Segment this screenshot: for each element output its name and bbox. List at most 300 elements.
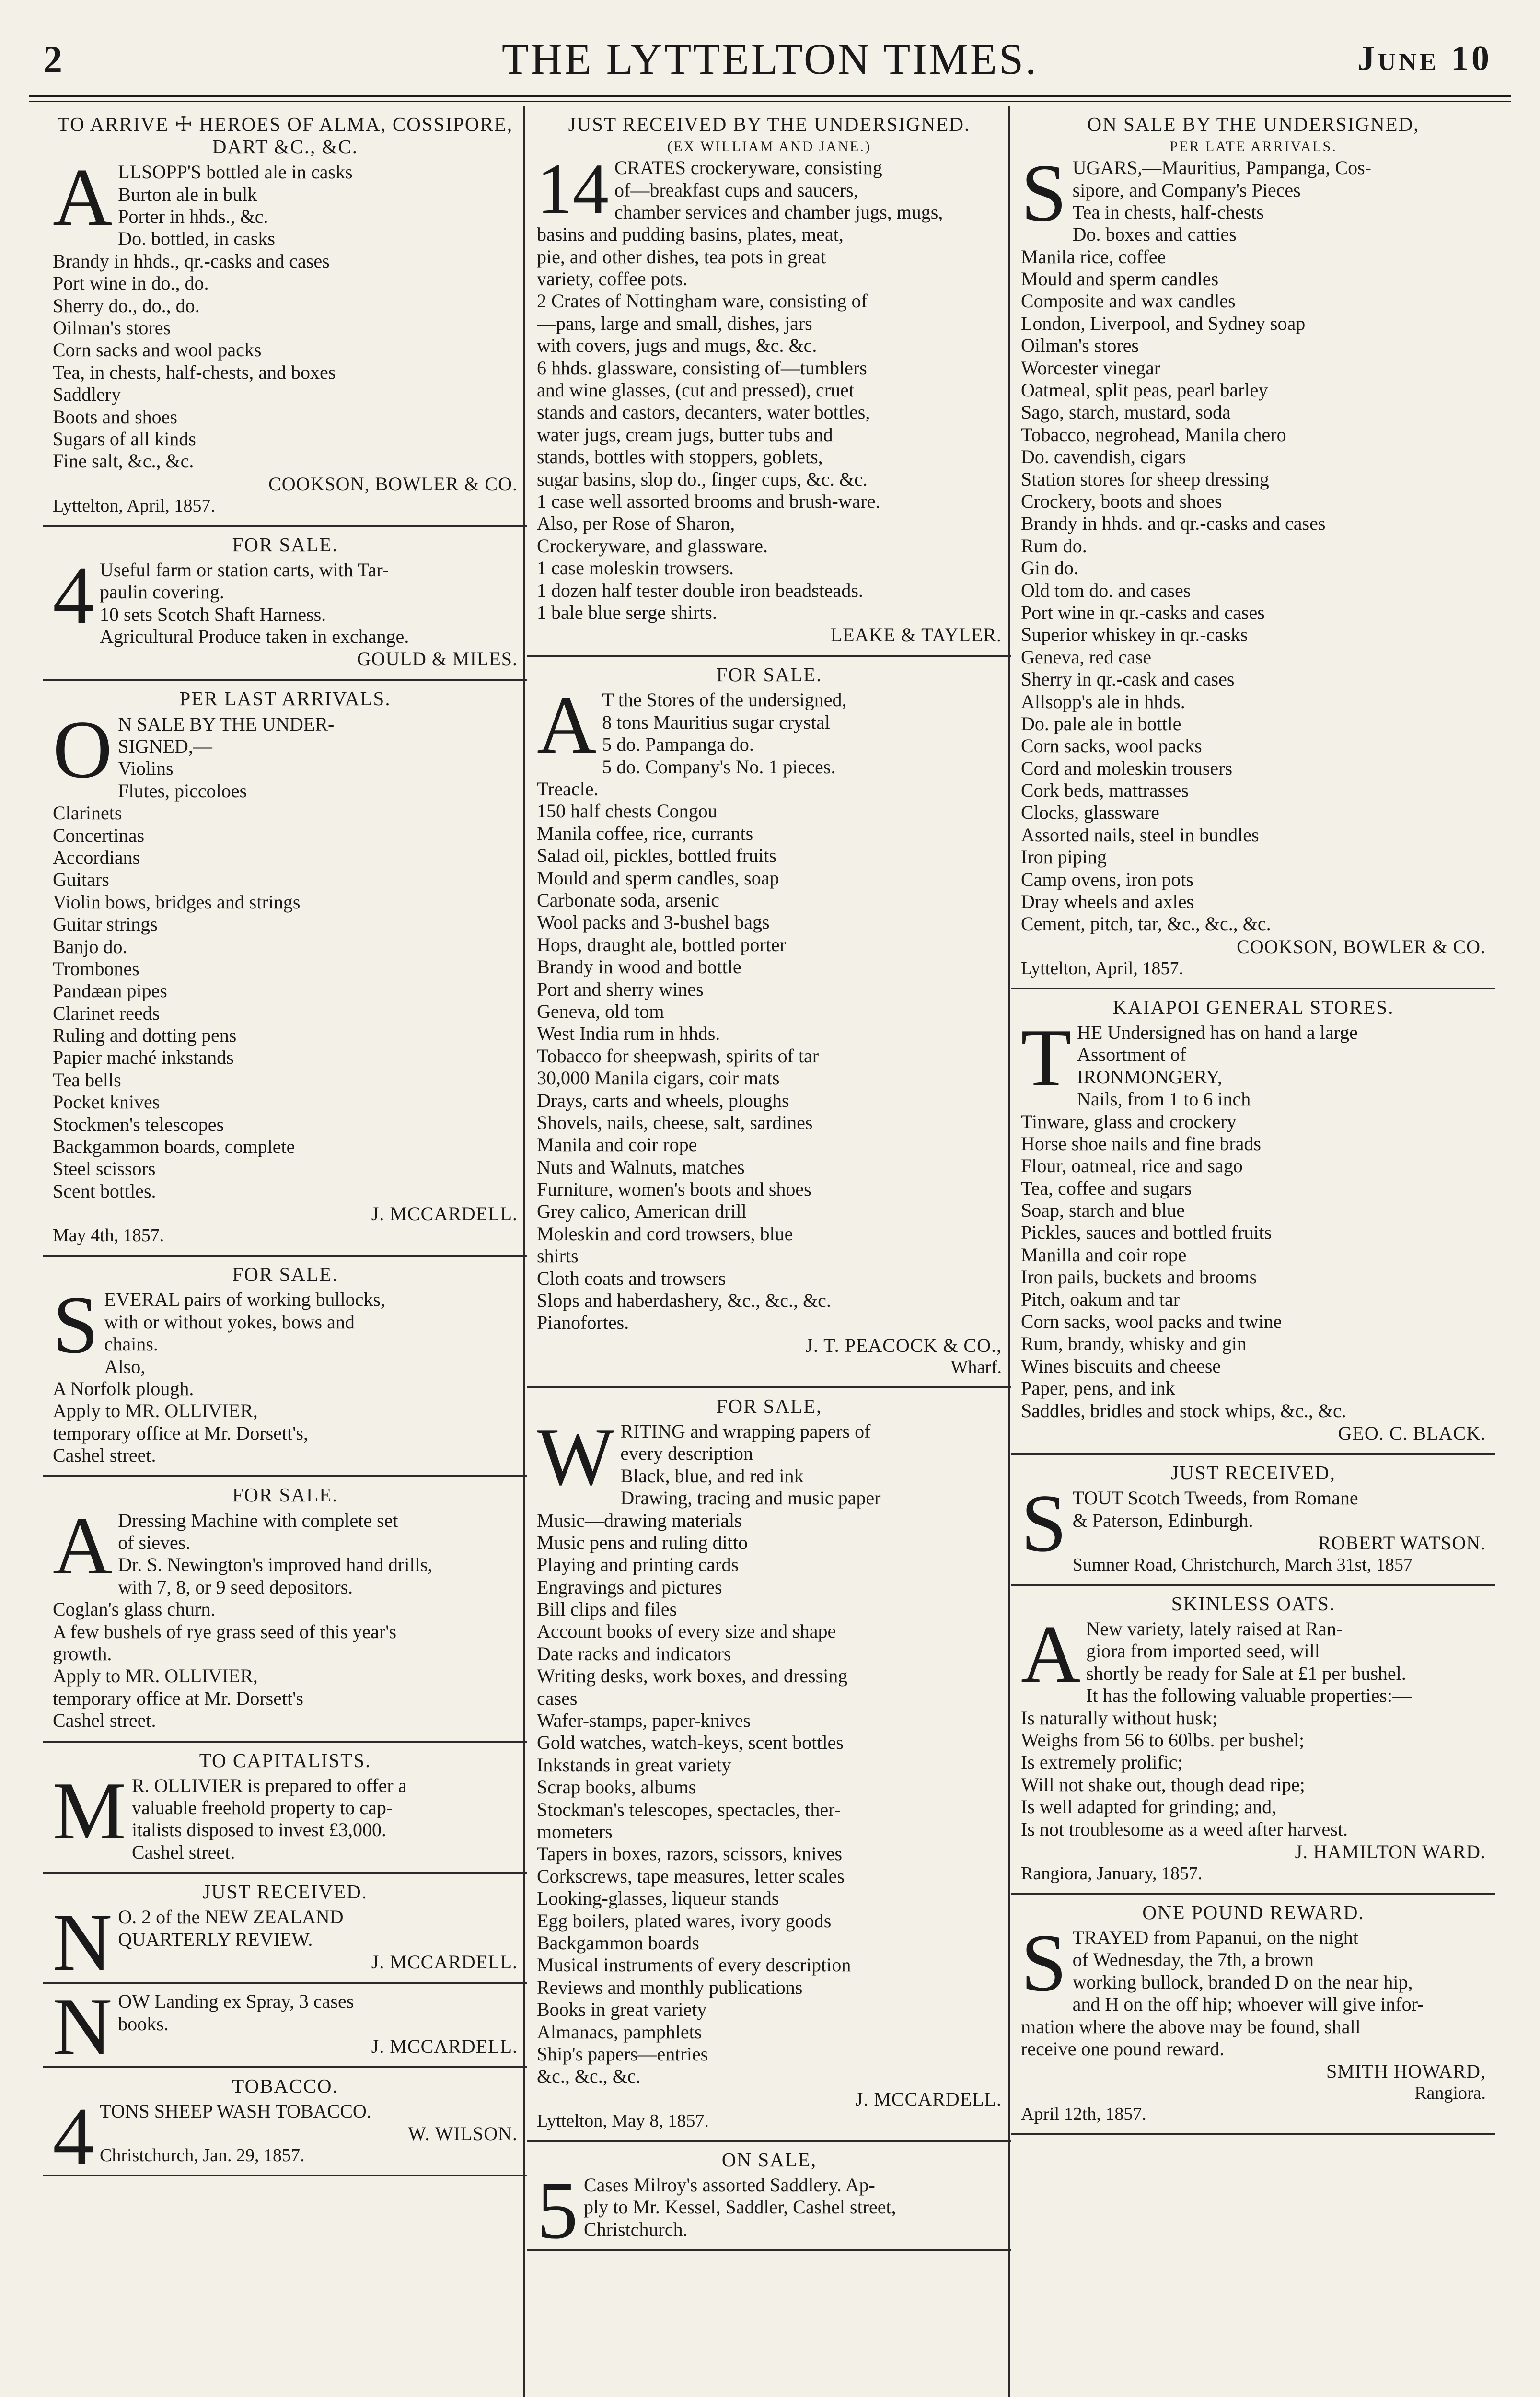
ad-line: Do. pale ale in bottle (1021, 712, 1181, 734)
advertisement (527, 2142, 1011, 2256)
ad-line: shirts (537, 1245, 579, 1267)
ad-line: Flour, oatmeal, rice and sago (1021, 1155, 1243, 1177)
advertisement (1011, 1455, 1495, 1586)
ad-heading: FOR SALE. (232, 1484, 338, 1506)
ad-line: Tea bells (53, 1069, 121, 1091)
drop-capital: N (53, 1897, 113, 1989)
drop-capital: 14 (537, 149, 609, 229)
ad-line: Fine salt, &c., &c. (53, 450, 194, 472)
ad-line: Nails, from 1 to 6 inch (1077, 1088, 1251, 1110)
ad-line: Brandy in wood and bottle (537, 956, 741, 978)
drop-capital: A (53, 1500, 113, 1592)
drop-capital: W (537, 1411, 615, 1502)
ad-line: LLSOPP'S bottled ale in casks (118, 161, 353, 183)
ad-line: paulin covering. (100, 581, 224, 603)
ad-line: Iron piping (1021, 846, 1107, 868)
advertisement (527, 106, 1011, 657)
ad-line: Guitar strings (53, 913, 158, 935)
ad-line: Old tom do. and cases (1021, 579, 1191, 601)
ad-signature: COOKSON, BOWLER & CO. (1237, 935, 1486, 957)
ad-line: Geneva, red case (1021, 646, 1152, 668)
ad-line: sugar basins, slop do., finger cups, &c. &c. (537, 468, 868, 490)
ad-line: Ship's papers—entries (537, 2043, 708, 2065)
ad-line: Corn sacks and wool packs (53, 339, 262, 361)
drop-capital: S (53, 1280, 99, 1371)
ad-line: 8 tons Mauritius sugar crystal (602, 711, 830, 733)
ad-body (537, 1411, 1002, 2088)
ad-line: Scent bottles. (53, 1180, 156, 1202)
top-rule-thin (29, 101, 1511, 102)
ad-body (537, 2164, 1002, 2256)
ad-line: Geneva, old tom (537, 1000, 664, 1022)
ad-heading: SKINLESS OATS. (1171, 1592, 1336, 1615)
ad-line: Stockmen's telescopes (53, 1113, 224, 1135)
ad-heading: FOR SALE. (232, 533, 338, 556)
ad-line: Backgammon boards (537, 1932, 699, 1954)
ad-subheading: (EX WILLIAM AND JANE.) (667, 139, 871, 155)
ad-heading: JUST RECEIVED. (203, 1881, 368, 1903)
ad-line: Cashel street. (53, 1444, 156, 1466)
ad-line: and H on the off hip; whoever will give infor- (1072, 1993, 1424, 2015)
ad-line: Port wine in do., do. (53, 272, 209, 294)
ad-line: & Paterson, Edinburgh. (1072, 1509, 1253, 1531)
ad-line: Bill clips and files (537, 1598, 677, 1620)
ad-line: italists disposed to invest £3,000. (131, 1819, 387, 1841)
ad-line: Papier maché inkstands (53, 1047, 234, 1069)
ad-line: Crockeryware, and glassware. (537, 535, 768, 557)
advertisement (43, 681, 527, 1257)
ad-signature: J. T. PEACOCK & CO., (805, 1334, 1002, 1356)
ad-line: of Wednesday, the 7th, a brown (1072, 1949, 1314, 1971)
ad-line: Sherry in qr.-cask and cases (1021, 668, 1235, 690)
ad-line: Superior whiskey in qr.-casks (1021, 624, 1248, 646)
advertisement (43, 1874, 527, 1989)
ad-line: N SALE BY THE UNDER- (118, 713, 335, 735)
ad-signature: J. MCCARDELL. (371, 2035, 518, 2057)
ad-line: Steel scissors (53, 1158, 156, 1180)
ad-line: chains. (104, 1333, 158, 1355)
advertisement (43, 527, 527, 681)
ad-line: Tobacco, negrohead, Manila chero (1021, 423, 1286, 445)
ad-heading: TO CAPITALISTS. (199, 1749, 371, 1771)
ad-line: Mould and sperm candles, soap (537, 867, 779, 889)
advertisement (43, 1477, 527, 1742)
ad-line: with covers, jugs and mugs, &c. &c. (537, 335, 817, 357)
column-2 (527, 106, 1011, 2256)
ad-line: Apply to MR. OLLIVIER, (53, 1665, 258, 1687)
ad-line: Assortment of (1077, 1044, 1186, 1066)
top-rule (29, 95, 1511, 97)
ad-line: Salad oil, pickles, bottled fruits (537, 845, 776, 867)
ad-line: New variety, lately raised at Ran- (1086, 1618, 1343, 1640)
drop-capital: O (53, 704, 113, 795)
ad-line: of sieves. (118, 1531, 191, 1553)
ad-line: Musical instruments of every description (537, 1954, 851, 1976)
ad-line: Assorted nails, steel in bundles (1021, 824, 1259, 846)
ad-line: Grey calico, American drill (537, 1200, 747, 1222)
ad-line: Wool packs and 3-bushel bags (537, 911, 770, 933)
ad-line: Shovels, nails, cheese, salt, sardines (537, 1111, 813, 1133)
ad-line: Black, blue, and red ink (620, 1465, 804, 1487)
ad-line: sipore, and Company's Pieces (1072, 179, 1301, 201)
ad-line: pie, and other dishes, tea pots in great (537, 245, 826, 268)
ad-line: Composite and wax candles (1021, 290, 1236, 312)
ad-heading: JUST RECEIVED, (1171, 1461, 1336, 1484)
ad-signature: ROBERT WATSON. (1318, 1532, 1486, 1554)
ad-line: mometers (537, 1820, 613, 1842)
ad-body (1021, 1012, 1486, 1422)
ad-heading: JUST RECEIVED BY THE UNDERSIGNED. (568, 113, 971, 135)
ad-line: Music pens and ruling ditto (537, 1531, 748, 1553)
ad-line: Cloth coats and trowsers (537, 1267, 726, 1289)
column-3 (1011, 106, 1495, 2135)
advertisement (1011, 989, 1495, 1455)
ad-line: Is extremely prolific; (1021, 1751, 1183, 1773)
ad-line: Corn sacks, wool packs and twine (1021, 1311, 1282, 1333)
ad-line: stands and castors, decanters, water bottles, (537, 401, 870, 423)
ad-body (1021, 1609, 1486, 1840)
ad-line: Drays, carts and wheels, ploughs (537, 1089, 789, 1111)
ad-line: Is naturally without husk; (1021, 1707, 1217, 1729)
ad-body (1021, 1918, 1486, 2060)
ad-line: Looking-glasses, liqueur stands (537, 1887, 779, 1909)
ad-line: Allsopp's ale in hhds. (1021, 690, 1185, 712)
ad-line: Tea, coffee and sugars (1021, 1177, 1192, 1199)
ad-line: chamber services and chamber jugs, mugs, (614, 201, 943, 223)
ad-dateline: May 4th, 1857. (53, 1225, 164, 1246)
ad-line: 10 sets Scotch Shaft Harness. (100, 603, 326, 625)
ad-line: Slops and haberdashery, &c., &c., &c. (537, 1290, 831, 1312)
ad-body (1021, 148, 1486, 935)
ad-line: Oatmeal, split peas, pearl barley (1021, 379, 1268, 401)
ad-line: Engravings and pictures (537, 1576, 722, 1598)
ad-line: Do. boxes and catties (1072, 223, 1237, 245)
ad-line: working bullock, branded D on the near hip, (1072, 1971, 1413, 1993)
ad-line: Tinware, glass and crockery (1021, 1110, 1237, 1132)
ad-line: Cord and moleskin trousers (1021, 757, 1233, 779)
ad-line: Is well adapted for grinding; and, (1021, 1796, 1277, 1818)
advertisement (1011, 106, 1495, 989)
ad-heading: FOR SALE. (716, 663, 822, 686)
ad-body (537, 149, 1002, 624)
ad-line: SIGNED,— (118, 735, 212, 757)
ad-line: every description (620, 1443, 753, 1465)
advertisement (43, 1257, 527, 1477)
advertisement (43, 1743, 527, 1874)
drop-capital: S (1021, 1478, 1067, 1570)
ad-line: cases (537, 1687, 578, 1709)
ad-heading: ON SALE, (721, 2148, 817, 2171)
drop-capital: A (1021, 1609, 1081, 1700)
ad-line: Wafer-stamps, paper-knives (537, 1710, 751, 1732)
ad-line: and wine glasses, (cut and pressed), cruet (537, 379, 854, 401)
advertisement (43, 106, 527, 527)
ad-line: Manila rice, coffee (1021, 245, 1166, 268)
ad-line: TRAYED from Papanui, on the night (1072, 1927, 1358, 1949)
ad-line: West India rum in hhds. (537, 1023, 720, 1045)
ad-line: giora from imported seed, will (1086, 1640, 1320, 1662)
advertisement (43, 2068, 527, 2183)
ad-line: Inkstands in great variety (537, 1754, 731, 1776)
ad-dateline: Rangiora, January, 1857. (1021, 1863, 1203, 1884)
ad-signature: J. MCCARDELL. (371, 1203, 518, 1225)
ad-line: Corkscrews, tape measures, letter scales (537, 1865, 845, 1887)
ad-line: Corn sacks, wool packs (1021, 735, 1202, 757)
ad-line: T the Stores of the undersigned, (602, 689, 847, 711)
ad-line: temporary office at Mr. Dorsett's, (53, 1422, 308, 1444)
ad-line: Horse shoe nails and fine brads (1021, 1132, 1261, 1154)
ad-dateline: April 12th, 1857. (1021, 2104, 1146, 2125)
ad-line: Cases Milroy's assorted Saddlery. Ap- (584, 2174, 875, 2196)
ad-line: Moleskin and cord trowsers, blue (537, 1222, 793, 1245)
ad-line: Music—drawing materials (537, 1509, 742, 1531)
ad-line: CRATES crockeryware, consisting (614, 157, 882, 179)
ad-line: Wines biscuits and cheese (1021, 1355, 1221, 1377)
advertisement (43, 1981, 527, 2073)
ad-line: Flutes, piccoloes (118, 780, 247, 802)
ad-line: Tea, in chests, half-chests, and boxes (53, 361, 336, 383)
ad-line: with or without yokes, bows and (104, 1311, 355, 1333)
ad-body (537, 680, 1002, 1334)
ad-line: Christchurch. (584, 2218, 688, 2240)
ad-line: R. OLLIVIER is prepared to offer a (131, 1774, 407, 1796)
ad-line: Is not troublesome as a weed after harvest. (1021, 1818, 1348, 1840)
ad-line: RITING and wrapping papers of (620, 1420, 871, 1442)
ad-line: Oilman's stores (1021, 335, 1139, 357)
ad-line: Pickles, sauces and bottled fruits (1021, 1222, 1272, 1244)
ad-heading: ON SALE BY THE UNDERSIGNED, (1087, 113, 1420, 135)
ad-line: 5 do. Pampanga do. (602, 733, 754, 756)
ad-line: 150 half chests Congou (537, 800, 718, 822)
ad-line: water jugs, cream jugs, butter tubs and (537, 423, 833, 445)
ad-signature: GEO. C. BLACK. (1338, 1422, 1486, 1444)
ad-body (53, 549, 518, 648)
ad-line: Trombones (53, 957, 139, 979)
column-1 (43, 106, 527, 2183)
drop-capital: M (53, 1765, 126, 1857)
advertisement (527, 1388, 1011, 2142)
ad-line: Burton ale in bulk (118, 183, 257, 205)
ad-line: 1 case well assorted brooms and brush-ware. (537, 490, 880, 512)
ad-line: 5 do. Company's No. 1 pieces. (602, 756, 836, 778)
ad-line: variety, coffee pots. (537, 268, 688, 290)
ad-line: Cork beds, mattrasses (1021, 780, 1189, 802)
ad-line: Rum do. (1021, 535, 1087, 557)
ad-line: 2 Crates of Nottingham ware, consisting of (537, 290, 868, 312)
ad-signature-address: Wharf. (950, 1357, 1002, 1377)
ad-line: EVERAL pairs of working bullocks, (104, 1289, 385, 1311)
ad-line: Boots and shoes (53, 406, 177, 428)
newspaper-title: THE LYTTELTON TIMES. (501, 35, 1039, 83)
ad-line: HE Undersigned has on hand a large (1077, 1021, 1358, 1043)
ad-line: Tapers in boxes, razors, scissors, knives (537, 1843, 843, 1865)
ad-line: Egg boilers, plated wares, ivory goods (537, 1909, 832, 1932)
ad-line: Soap, starch and blue (1021, 1199, 1185, 1222)
ad-line: Sugars of all kinds (53, 428, 196, 450)
ad-line: growth. (53, 1642, 112, 1664)
ad-line: Manila coffee, rice, currants (537, 822, 753, 844)
ad-line: TOUT Scotch Tweeds, from Romane (1072, 1487, 1358, 1509)
ad-line: QUARTERLY REVIEW. (118, 1928, 313, 1950)
drop-capital: 5 (537, 2164, 578, 2256)
ad-line: Tea in chests, half-chests (1072, 201, 1264, 223)
ad-line: Pianofortes. (537, 1312, 629, 1334)
ad-line: Books in great variety (537, 1999, 707, 2021)
ad-signature: J. MCCARDELL. (855, 2088, 1002, 2110)
ad-line: Cement, pitch, tar, &c., &c., &c. (1021, 913, 1271, 935)
ad-line: Manilla and coir rope (1021, 1244, 1187, 1266)
ad-line: Reviews and monthly publications (537, 1976, 803, 1998)
ad-line: Also, (104, 1355, 146, 1377)
ad-line: Saddles, bridles and stock whips, &c., &c. (1021, 1399, 1346, 1421)
ad-line: Agricultural Produce taken in exchange. (100, 626, 409, 648)
ad-line: Gin do. (1021, 557, 1078, 579)
ad-signature: J. MCCARDELL. (371, 1951, 518, 1973)
ad-line: Nuts and Walnuts, matches (537, 1156, 745, 1178)
ad-line: Violin bows, bridges and strings (53, 891, 301, 913)
ad-line: Clocks, glassware (1021, 802, 1159, 824)
ad-line: Cashel street. (131, 1841, 235, 1863)
ad-signature: SMITH HOWARD, (1326, 2060, 1486, 2083)
page-number: 2 (43, 39, 62, 81)
ad-line: Concertinas (53, 824, 145, 846)
ad-heading: KAIAPOI GENERAL STORES. (1112, 996, 1394, 1018)
ad-body (53, 1280, 518, 1466)
ad-line: Furniture, women's boots and shoes (537, 1178, 811, 1200)
ad-line: Crockery, boots and shoes (1021, 490, 1222, 512)
drop-capital: 4 (53, 2091, 94, 2183)
ad-line: Playing and printing cards (537, 1554, 739, 1576)
ad-body (53, 704, 518, 1203)
ad-signature: COOKSON, BOWLER & CO. (268, 473, 518, 495)
ad-line: Dr. S. Newington's improved hand drills, (118, 1554, 433, 1576)
ad-line: Drawing, tracing and music paper (620, 1487, 881, 1509)
ad-line: A few bushels of rye grass seed of this year's (53, 1620, 397, 1642)
ad-line: Pitch, oakum and tar (1021, 1288, 1180, 1310)
ad-line: Pocket knives (53, 1091, 160, 1113)
ad-line: shortly be ready for Sale at £1 per bushel. (1086, 1662, 1406, 1684)
ad-line: Port wine in qr.-casks and cases (1021, 601, 1265, 623)
ad-line: Violins (118, 757, 174, 780)
ad-body (53, 152, 518, 472)
ad-line: Sago, starch, mustard, soda (1021, 401, 1231, 423)
ad-line: O. 2 of the NEW ZEALAND (118, 1906, 344, 1928)
masthead (29, 19, 1511, 91)
ad-line: Carbonate soda, arsenic (537, 889, 719, 911)
ad-line: valuable freehold property to cap- (131, 1797, 393, 1819)
ad-line: Pandæan pipes (53, 980, 167, 1002)
ad-line: Brandy in hhds., qr.-casks and cases (53, 250, 330, 272)
ad-line: Port and sherry wines (537, 978, 704, 1000)
ad-line: A Norfolk plough. (53, 1377, 194, 1399)
ad-heading: TOBACCO. (232, 2074, 338, 2097)
ad-line: &c., &c., &c. (537, 2065, 641, 2087)
ad-line: 6 hhds. glassware, consisting of—tumblers (537, 357, 867, 379)
ad-line: Sherry do., do., do. (53, 294, 200, 316)
ad-heading: FOR SALE. (232, 1263, 338, 1286)
ad-line: Cashel street. (53, 1710, 156, 1732)
advertisement (1011, 1895, 1495, 2135)
ad-signature: GOULD & MILES. (357, 648, 518, 670)
ad-line: Account books of every size and shape (537, 1620, 836, 1642)
drop-capital: N (53, 1981, 113, 2073)
ad-line: IRONMONGERY, (1077, 1066, 1222, 1088)
ad-line: receive one pound reward. (1021, 2038, 1225, 2060)
ad-line: Gold watches, watch-keys, scent bottles (537, 1732, 844, 1754)
ad-dateline: Sumner Road, Christchurch, March 31st, 1857 (1072, 1554, 1413, 1575)
ad-line: Hops, draught ale, bottled porter (537, 933, 786, 955)
ad-line: books. (118, 2013, 169, 2035)
ad-heading: TO ARRIVE ☩ HEROES OF ALMA, COSSIPORE, DART &C., &C. (57, 113, 513, 158)
drop-capital: A (537, 680, 597, 771)
ad-line: Also, per Rose of Sharon, (537, 512, 735, 535)
advertisement (527, 657, 1011, 1388)
ad-line: —pans, large and small, dishes, jars (537, 312, 812, 334)
ad-dateline: Christchurch, Jan. 29, 1857. (100, 2145, 305, 2166)
ad-line: Banjo do. (53, 935, 127, 957)
ad-line: Porter in hhds., &c. (118, 206, 268, 228)
drop-capital: T (1021, 1012, 1072, 1104)
ad-line: Oilman's stores (53, 317, 171, 339)
ad-line: temporary office at Mr. Dorsett's (53, 1687, 303, 1709)
ad-subheading: PER LATE ARRIVALS. (1169, 139, 1337, 155)
ad-line: Iron pails, buckets and brooms (1021, 1266, 1257, 1288)
ad-body (53, 1765, 518, 1864)
ad-line: 1 dozen half tester double iron beadsteads. (537, 579, 863, 601)
ad-line: Coglan's glass churn. (53, 1598, 216, 1620)
ad-line: Almanacs, pamphlets (537, 2021, 702, 2043)
ad-signature: W. WILSON. (408, 2123, 518, 2145)
ad-line: It has the following valuable properties:— (1086, 1685, 1412, 1707)
ad-heading: FOR SALE, (716, 1395, 822, 1417)
ad-line: Brandy in hhds. and qr.-casks and cases (1021, 512, 1326, 535)
ad-line: Date racks and indicators (537, 1642, 731, 1664)
ad-line: Worcester vinegar (1021, 357, 1161, 379)
ad-line: Mould and sperm candles (1021, 268, 1219, 290)
ad-line: London, Liverpool, and Sydney soap (1021, 312, 1306, 334)
drop-capital: S (1021, 148, 1067, 239)
ad-line: Stockman's telescopes, spectacles, ther- (537, 1798, 841, 1820)
drop-capital: 4 (53, 549, 94, 641)
ad-line: Camp ovens, iron pots (1021, 868, 1193, 890)
ad-line: Do. bottled, in casks (118, 228, 275, 250)
ad-signature-address: Rangiora. (1414, 2083, 1486, 2104)
ad-line: of—breakfast cups and saucers, (614, 179, 858, 201)
drop-capital: A (53, 152, 113, 244)
ad-line: Saddlery (53, 384, 121, 406)
ad-line: Clarinet reeds (53, 1002, 160, 1024)
ad-heading: PER LAST ARRIVALS. (179, 687, 391, 710)
ad-line: Ruling and dotting pens (53, 1024, 237, 1047)
ad-line: stands, bottles with stoppers, goblets, (537, 446, 823, 468)
ad-line: with 7, 8, or 9 seed depositors. (118, 1576, 353, 1598)
advertisement (1011, 1586, 1495, 1895)
ad-line: Apply to MR. OLLIVIER, (53, 1400, 258, 1422)
ad-line: Paper, pens, and ink (1021, 1377, 1175, 1399)
ad-line: Weighs from 56 to 60lbs. per bushel; (1021, 1729, 1305, 1751)
ad-line: Dressing Machine with complete set (118, 1509, 398, 1531)
ad-line: Will not shake out, though dead ripe; (1021, 1773, 1305, 1795)
ad-line: Rum, brandy, whisky and gin (1021, 1333, 1247, 1355)
ad-line: Do. cavendish, cigars (1021, 446, 1186, 468)
ad-line: Station stores for sheep dressing (1021, 468, 1269, 490)
ad-line: Tobacco for sheepwash, spirits of tar (537, 1045, 819, 1067)
ad-line: TONS SHEEP WASH TOBACCO. (100, 2100, 371, 2122)
ad-line: 30,000 Manila cigars, coir mats (537, 1067, 780, 1089)
ad-body (53, 1500, 518, 1732)
ad-line: Backgammon boards, complete (53, 1136, 295, 1158)
ad-dateline: Lyttelton, April, 1857. (1021, 958, 1183, 978)
